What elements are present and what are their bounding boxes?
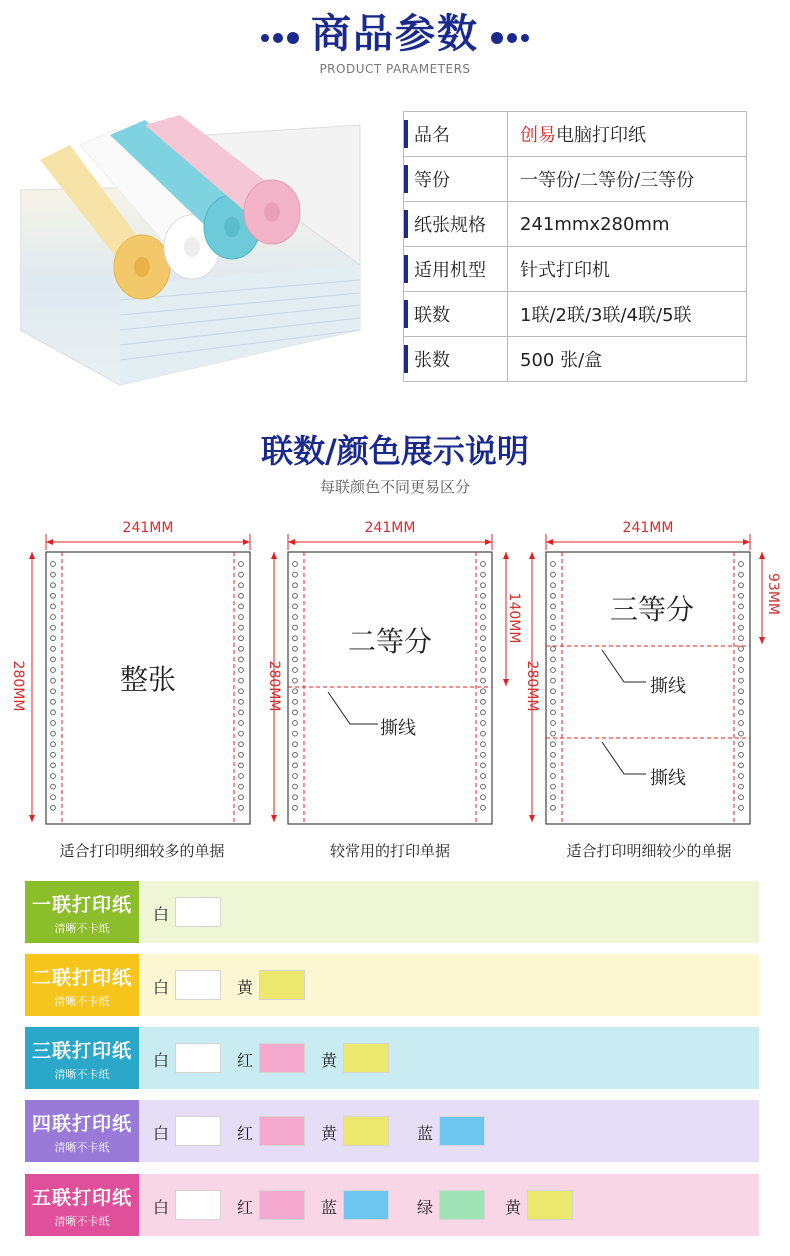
color-swatch <box>237 1043 307 1073</box>
page-title: 商品参数 <box>311 11 479 57</box>
swatch-color-box <box>343 1190 389 1220</box>
row-subtitle: 清晰不卡纸 <box>54 995 110 1008</box>
color-row <box>25 954 759 1016</box>
row-title: 一联打印纸 <box>31 894 132 916</box>
diagram-caption: 适合打印明细较少的单据 <box>566 842 732 860</box>
swatch-color-box <box>259 970 305 1000</box>
param-value: 500 张/盒 <box>520 350 603 371</box>
width-label: 241MM <box>622 520 674 536</box>
brand-name: 创易 <box>520 125 556 146</box>
diagram-half-sheet-figure <box>250 512 520 832</box>
color-swatch <box>417 1116 487 1146</box>
page-subtitle: PRODUCT PARAMETERS <box>319 62 471 76</box>
row-badge <box>25 1100 139 1162</box>
swatch-color-box <box>343 1043 389 1073</box>
center-text: 二等分 <box>347 625 432 658</box>
param-value-cell <box>508 202 747 247</box>
swatch-color-box <box>439 1116 485 1146</box>
tear-label-2: 撕线 <box>650 768 686 789</box>
height-label: 280MM <box>524 660 540 712</box>
center-text: 三等分 <box>609 593 694 626</box>
color-swatch <box>417 1190 487 1220</box>
height-label: 280MM <box>10 660 26 712</box>
swatch-label: 白 <box>153 1198 170 1217</box>
swatch-color-box <box>259 1043 305 1073</box>
diagram-half-sheet <box>250 512 520 862</box>
params-table <box>403 111 747 382</box>
product-image <box>20 115 365 390</box>
row-subtitle: 清晰不卡纸 <box>54 1215 110 1228</box>
color-swatch <box>153 1116 223 1146</box>
swatch-label: 绿 <box>417 1198 434 1217</box>
row-title: 二联打印纸 <box>31 967 132 989</box>
param-value-cell <box>508 292 747 337</box>
row-badge <box>25 954 139 1016</box>
color-swatch <box>321 1043 391 1073</box>
dots-decoration-left <box>259 13 301 59</box>
page-title-block <box>0 2 790 59</box>
swatch-label: 黄 <box>505 1198 522 1217</box>
diagram-third-sheet-figure <box>508 512 790 832</box>
swatch-color-box <box>343 1116 389 1146</box>
width-label: 241MM <box>364 520 416 536</box>
section-label: 93MM <box>765 573 781 615</box>
row-subtitle: 清晰不卡纸 <box>54 922 110 935</box>
param-key: 纸张规格 <box>404 202 508 247</box>
param-row <box>404 247 747 292</box>
color-swatch <box>153 970 223 1000</box>
row-subtitle: 清晰不卡纸 <box>54 1068 110 1081</box>
color-swatch <box>237 970 307 1000</box>
swatch-label: 红 <box>237 1124 254 1143</box>
param-key: 品名 <box>404 112 508 157</box>
param-value-cell <box>508 247 747 292</box>
swatch-color-box <box>175 1116 221 1146</box>
color-swatch <box>153 1043 223 1073</box>
swatch-color-box <box>175 897 221 927</box>
color-swatch <box>237 1116 307 1146</box>
color-swatch <box>505 1190 575 1220</box>
row-badge <box>25 881 139 943</box>
swatch-color-box <box>175 970 221 1000</box>
swatch-color-box <box>259 1190 305 1220</box>
swatch-label: 黄 <box>321 1124 338 1143</box>
center-text: 整张 <box>119 663 176 696</box>
param-value: 一等份/二等份/三等份 <box>520 170 695 191</box>
swatch-label: 白 <box>153 978 170 997</box>
param-value: 电脑打印纸 <box>556 125 646 146</box>
param-value-cell <box>508 337 747 382</box>
param-value: 针式打印机 <box>520 260 610 281</box>
param-key: 联数 <box>404 292 508 337</box>
row-subtitle: 清晰不卡纸 <box>54 1141 110 1154</box>
param-key: 等份 <box>404 157 508 202</box>
color-swatch <box>237 1190 307 1220</box>
diagram-caption: 较常用的打印单据 <box>329 842 450 860</box>
swatch-label: 黄 <box>321 1051 338 1070</box>
diagram-third-sheet <box>508 512 790 862</box>
tear-label: 撕线 <box>380 718 416 739</box>
param-key: 适用机型 <box>404 247 508 292</box>
tear-label-1: 撕线 <box>650 676 686 697</box>
param-row <box>404 292 747 337</box>
row-title: 三联打印纸 <box>31 1040 132 1062</box>
row-badge <box>25 1027 139 1089</box>
param-row <box>404 337 747 382</box>
diagram-whole-sheet <box>0 512 260 862</box>
swatch-label: 红 <box>237 1198 254 1217</box>
color-row <box>25 881 759 943</box>
section-label: 140MM <box>506 592 522 644</box>
width-label: 241MM <box>122 520 174 536</box>
param-value: 1联/2联/3联/4联/5联 <box>520 305 692 326</box>
param-row <box>404 157 747 202</box>
swatch-label: 白 <box>153 905 170 924</box>
section-title: 联数/颜色展示说明 <box>261 432 529 470</box>
swatch-color-box <box>175 1043 221 1073</box>
swatch-label: 白 <box>153 1124 170 1143</box>
param-value: 241mmx280mm <box>520 213 670 235</box>
dots-decoration-right <box>489 13 531 59</box>
color-row <box>25 1027 759 1089</box>
swatch-label: 白 <box>153 1051 170 1070</box>
color-row <box>25 1174 759 1236</box>
color-swatch <box>153 1190 223 1220</box>
diagram-caption: 适合打印明细较多的单据 <box>59 842 225 860</box>
param-value-cell <box>508 112 747 157</box>
swatch-color-box <box>259 1116 305 1146</box>
color-swatch <box>321 1116 391 1146</box>
row-title: 五联打印纸 <box>31 1187 132 1209</box>
param-key: 张数 <box>404 337 508 382</box>
color-swatch <box>153 897 223 927</box>
swatch-color-box <box>175 1190 221 1220</box>
param-value-cell <box>508 157 747 202</box>
swatch-label: 蓝 <box>321 1198 338 1217</box>
height-label: 280MM <box>266 660 282 712</box>
swatch-color-box <box>439 1190 485 1220</box>
swatch-label: 黄 <box>237 978 254 997</box>
param-row <box>404 202 747 247</box>
color-swatch <box>321 1190 391 1220</box>
swatch-color-box <box>527 1190 573 1220</box>
param-row <box>404 112 747 157</box>
row-badge <box>25 1174 139 1236</box>
color-row <box>25 1100 759 1162</box>
swatch-label: 红 <box>237 1051 254 1070</box>
row-title: 四联打印纸 <box>31 1113 132 1135</box>
section-subtitle: 每联颜色不同更易区分 <box>319 478 470 496</box>
swatch-label: 蓝 <box>417 1124 434 1143</box>
